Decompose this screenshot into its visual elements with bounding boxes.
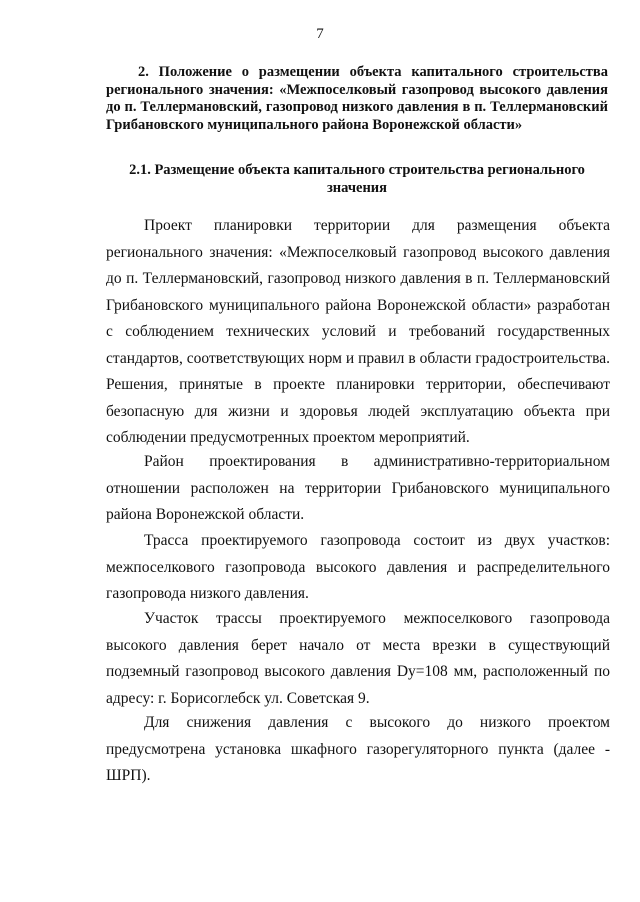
paragraph-pressure-reduction: Для снижения давления с высокого до низкого проектом предусмотрена установка шкафного газорегуляторного пункта (далее - ШРП). — [106, 714, 610, 784]
section-heading: 2. Положение о размещении объекта капитального строительства регионального значения: «Межпоселковый газопровод высокого давления до п. Теллермановский, газопровод низкого давления в п. Теллермановский Грибановского муниципального района Воронежской области» — [106, 64, 608, 133]
paragraph-project-description: Проект планировки территории для размещения объекта регионального значения: «Межпоселковый газопровод высокого давления до п. Теллермановский, газопровод низкого давления в п. Теллермановский Грибановского муниципального района Воронежской области» разработан с соблюдением технических условий и требований государственных стандартов, соответствующих норм и правил в области градостроительства. Решения, принятые в проекте планировки территории, обеспечивают безопасную для жизни и здоровья людей эксплуатацию объекта при соблюдении предусмотренных проектом мероприятий. — [106, 217, 610, 446]
paragraph-design-area: Район проектирования в административно-территориальном отношении расположен на территории Грибановского муниципального района Воронежской области. — [106, 453, 610, 523]
subsection-heading: 2.1. Размещение объекта капитального строительства регионального значения — [129, 162, 585, 196]
page-number: 7 — [316, 26, 324, 42]
paragraph-route-start: Участок трассы проектируемого межпоселкового газопровода высокого давления берет начало от места врезки в существующий подземный газопровод высокого давления Dу=108 мм, расположенный по адресу: г. Борисоглебск ул. Советская 9. — [106, 610, 610, 707]
paragraph-route-composition: Трасса проектируемого газопровода состоит из двух участков: межпоселкового газопровода высокого давления и распределительного газопровода низкого давления. — [106, 532, 610, 602]
